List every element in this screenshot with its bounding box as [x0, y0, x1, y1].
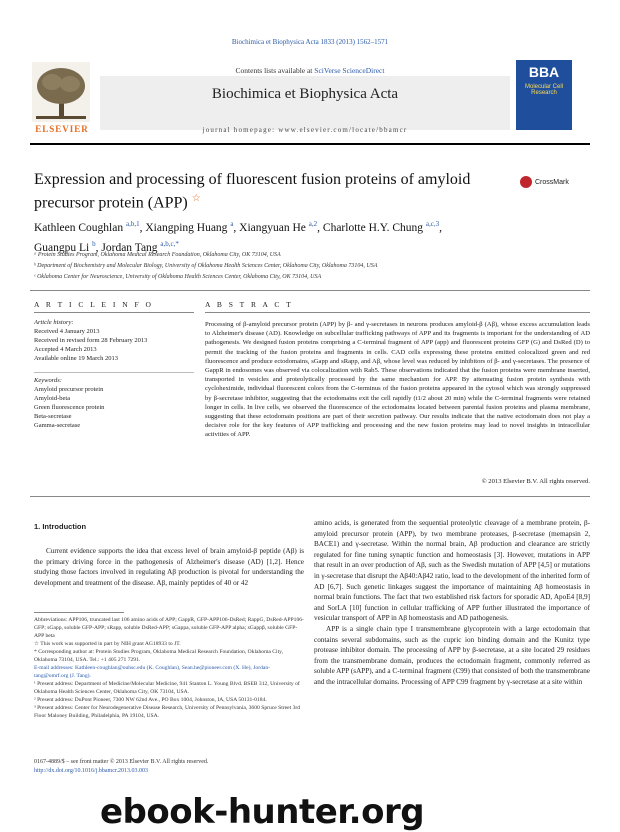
intro-paragraph: APP is a single chain type I transmembrane glycoprotein with a large ectodomain that contains several subdomains, such as the cupric ion binding domain and the Kunitz type protease inhibitor domain. The processing of APP by β-secretase, at a site located 29 residues from the transmembrane domain, produces the ectodomain fragment, commonly referred as soluble APP (sAPP), and a C-terminal fragment (C99) that consisted of both the transmembrane and the intracellular domains. Processing of APP C99 fragment by γ-secretase at a site within [314, 624, 591, 686]
footnote: ³ Present address: Center for Neurodegenerative Disease Research, University of Pennsylvania, 3600 Spruce Street 3rd Floor Maloney Building, Philadelphia, PA 19104, USA. [34, 705, 301, 719]
history-item: Accepted 4 March 2013 [34, 346, 97, 353]
crossmark-label: CrossMark [535, 178, 569, 186]
watermark-text: ebook-hunter.org [100, 792, 425, 832]
history-label: Article history: [34, 319, 74, 326]
elsevier-tree-logo [32, 62, 90, 122]
footnote: Abbreviations: APP106, truncated last 106 amino acids of APP; GappR, GFP-APP106-DsRed; RappG, DsRed-APP106-GFP; sGapp, soluble GFP-APP; sRapp, soluble DsRed-APP; sGappa, soluble GFP-APP alpha; sGappβ, soluble GFP-APP beta [34, 617, 304, 639]
journal-header-band [100, 76, 510, 130]
footnote: ¹ Present address: Department of Medicine/Molecular Medicine, 941 Stanton L. Young Blvd. BSEB 312, University of Oklahoma Health Sciences Center, Oklahoma City, OK 73104, USA. [34, 681, 300, 695]
article-title-text: Expression and processing of fluorescent fusion proteins of amyloid precursor protein (APP) [34, 171, 471, 212]
keyword: Amyloid precursor protein [34, 386, 104, 393]
doi-link[interactable]: http://dx.doi.org/10.1016/j.bbamcr.2013.03.003 [34, 768, 149, 774]
history-item: Received 4 January 2013 [34, 328, 100, 335]
keyword: Beta-secretase [34, 413, 72, 420]
publisher-name: ELSEVIER [35, 124, 89, 134]
cover-subtitle: Molecular Cell Research [524, 84, 563, 96]
body-rule [30, 496, 590, 497]
footnotes [34, 616, 304, 720]
author: Kathleen Coughlan $^{a,b,1}$, [34, 220, 146, 234]
keyword: Gamma-secretase [34, 422, 81, 429]
section-rule [30, 290, 590, 291]
history-item: Received in revised form 28 February 2013 [34, 337, 148, 344]
affiliation: ᵃ Protein Studies Program, Oklahoma Medical Research Foundation, Oklahoma City, OK 73104, USA [34, 252, 281, 258]
footnote: * Corresponding author at: Protein Studies Program, Oklahoma Medical Research Foundation, Oklahoma City, Oklahoma 73104, USA. Tel.: +1 405 271 7291. [34, 649, 283, 663]
keyword: Amyloid-beta [34, 395, 71, 402]
abstract-text: Processing of β-amyloid precursor protein (APP) by β- and γ-secretases in neurons produces amyloid-β (Aβ), whose excess accumulation leads to Alzheimer's disease (AD). Knowledge on subcellular trafficking pathways of APP and its fragments is important for the understanding of AD pathogenesis. We designed fusion proteins comprising a C-terminal fragment of APP (app) and fluorescent proteins GFP (G) and DsRed (D) to permit the tracking of the fusion proteins and fragments in cells. CAD cells expressing these proteins emitted colocalized green and red fluorescence and produce ectodomains, sGapp and sRapp, and Aβ, whose level was reduced by inhibitors of β- and γ-secretases. The presence of GappR in endosomes was observed via colocalization with Rab5. These observations indicated that the fusion proteins were membrane inserted, transported in vesicles and proteolytically processed by the same mechanism for APP. By attenuating fusion protein synthesis with cycloheximide, individual fluorescent colors from the C-terminus of the fusion proteins appeared in the cytosol which was strongly suppressed by β-secretase inhibitor, suggesting that the ectodomains exit the cell rapidly (t1/2 about 20 min) while the C-terminal fragments were retained longer in cells. In live cells, we observed the fluorescence of the ectodomains located between parental fusion proteins and plasma membrane, suggesting that these ectodomain positions are part of their secretion pathway. Our results indicate that the native ectodomain does not play a decisive role for the key features of APP trafficking and processing and the new fusion proteins may lead to novel insights in intracellular activities of APP. [205, 321, 590, 439]
abstract-heading: A B S T R A C T [205, 300, 294, 309]
contents-prefix: Contents lists available at [235, 66, 315, 75]
journal-name: Biochimica et Biophysica Acta [211, 86, 399, 102]
author: Xiangyuan He $^{a,2}$, [239, 220, 323, 234]
footnote-rule [34, 612, 124, 613]
footnote-email[interactable]: E-mail addresses: Kathleen-coughlan@ouhsc.edu (K. Coughlan), Sean.he@pioneer.com (X. He), Jordan-tang@omrf.org (J. Tang). [34, 665, 271, 679]
contents-line [180, 66, 440, 75]
journal-homepage[interactable]: journal homepage: www.elsevier.com/locate/bbamcr [202, 126, 408, 134]
affiliation: ᵇ Department of Biochemistry and Molecular Biology, University of Oklahoma Health Sciences Center, Oklahoma City, Oklahoma 73104, USA [34, 263, 378, 269]
crossmark-icon [520, 176, 532, 188]
history-item: Available online 19 March 2013 [34, 355, 118, 362]
article-info-heading: A R T I C L E I N F O [34, 300, 154, 309]
affiliation: ᶜ Oklahoma Center for Neuroscience, University of Oklahoma Health Sciences Center, Oklahoma City, OK 73104, USA [34, 274, 322, 280]
abstract-copyright: © 2013 Elsevier B.V. All rights reserved. [481, 478, 590, 485]
introduction-heading: 1. Introduction [34, 522, 87, 531]
issn-line: 0167-4889/$ – see front matter © 2013 Elsevier B.V. All rights reserved. [34, 759, 209, 765]
crossmark-badge[interactable] [520, 176, 590, 190]
header-rule [30, 143, 590, 145]
keywords [34, 376, 194, 430]
footnote: ² Present address: DuPont Pioneer, 7300 NW 62nd Ave., PO Box 1004, Johnston, IA, USA 50131-0184. [34, 697, 267, 703]
cover-title: BBA [528, 64, 560, 80]
affiliations [34, 250, 584, 283]
abstract-rule [205, 312, 590, 313]
article-history [34, 318, 194, 363]
sciencedirect-link[interactable]: SciVerse ScienceDirect [314, 66, 385, 75]
intro-paragraph: amino acids, is generated from the sequential proteolytic cleavage of a membrane protein, β-amyloid precursor protein (APP), by two membrane proteases, β-secretase (memapsin 2, BACE1) and γ-secretase. Within the normal brain, Aβ production and clearance are strictly regulated for fine tuning synaptic function and homeostasis [3]. However, mutations in APP that result in an over production of Aβ, such as the Swedish mutation of APP [4,5] or mutations in γ-secretase that disrupt the Aβ40:Aβ42 ratio, lead to the development of the inherited form of AD [6,7]. Such genetic linkages suggest the importance of maintaining Aβ homeostasis in normal brain functions. The fact that two established risk factors for sporadic AD, ApoE4 [8,9] and SorLA [10] function in cellular trafficking of APP further illustrated the importance of vesicular transport of APP in Aβ homeostasis and AD pathogenesis. [314, 519, 590, 623]
front-matter-footer [34, 758, 304, 776]
author: Jordan Tang $^{a,b,c,*}$ [101, 239, 179, 254]
journal-citation: Biochimica et Biophysica Acta 1833 (2013) 1562–1571 [231, 38, 389, 46]
keywords-label: Keywords: [34, 377, 62, 384]
keywords-rule [34, 372, 194, 373]
author: Guangpu Li $^b$, [34, 239, 102, 254]
intro-paragraph: Current evidence supports the idea that excess level of brain amyloid-β peptide (Aβ) is the primary driving force in the pathogenesis of Alzheimer's disease (AD) [1,2]. Hence studying those factors involved in regulating Aβ production is pivotal for understanding the development and treatment of the disease. Aβ, mainly peptides of 40 or 42 [34, 547, 304, 587]
keyword: Green fluorescence protein [34, 404, 105, 411]
footnote: ☆ This work was supported in part by NIH grant AG18933 to JT. [34, 641, 181, 647]
article-info-rule [34, 312, 194, 313]
author: Xiangping Huang $^a$, [145, 220, 240, 234]
body-column-right [314, 518, 590, 688]
title-footnote-mark[interactable]: ☆ [191, 193, 201, 204]
article-title [34, 170, 504, 212]
author: Charlotte H.Y. Chung $^{a,c,3}$, [322, 220, 442, 234]
